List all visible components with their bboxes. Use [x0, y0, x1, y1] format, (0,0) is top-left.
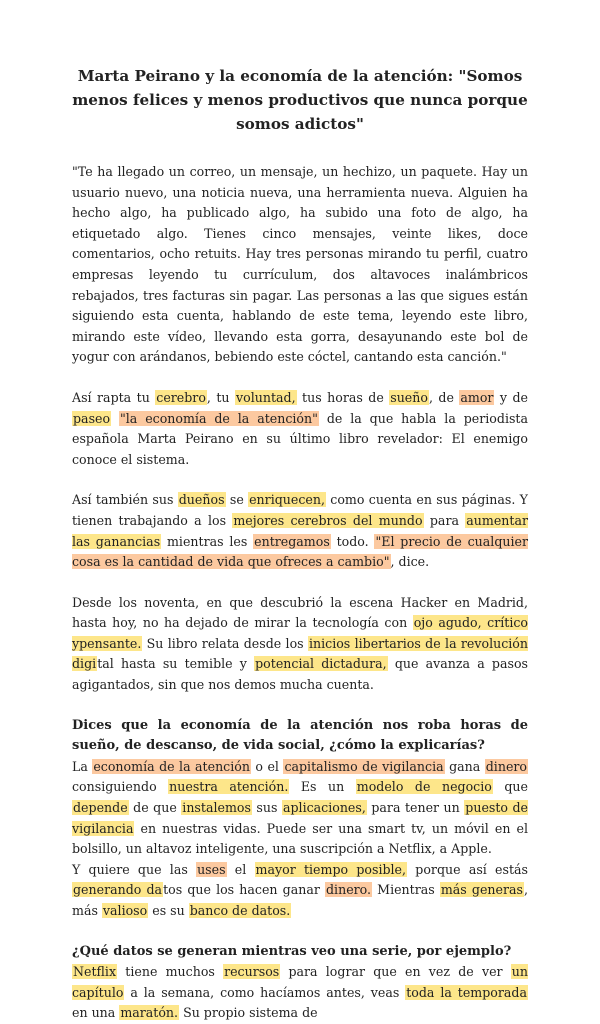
intro-quote-paragraph: "Te ha llegado un correo, un mensaje, un hechizo, un paquete. Hay un usuario nuevo, una noticia nueva, una herramienta nueva. Alguien ha hecho algo, ha publicado algo, ha subido una foto de algo, ha etiquetado algo. Tienes cinco mensajes, veinte likes, doce comentarios, ocho retuits. Hay tres personas mirando tu perfil, cuatro empresas leyendo tu currículum, dos altavoces inalámbricos rebajados, tres facturas sin pagar. Las personas a las que sigues están siguiendo esta cuenta, hablando de este tema, leyendo este libro, mirando este vídeo, llevando esta gorra, desayunando este bol de yogur con arándanos, bebiendo este cóctel, cantando esta canción." [72, 164, 528, 365]
highlight: dueños [178, 492, 225, 508]
text-span: Desde los noventa, en que descubrió la escena Hacker en Madrid, hasta hoy, no ha dejado de mirar la tecnología con [72, 594, 528, 631]
text-span: como cuenta en sus páginas. Y tienen trabajando a los [72, 492, 528, 528]
highlight: más generas [440, 882, 523, 898]
text-span: para [423, 512, 466, 528]
text-span: y de [494, 389, 528, 405]
highlight: ojo agudo, crítico ypensante. [72, 615, 528, 651]
highlight: dinero. [326, 882, 372, 898]
text-span: tos que los hacen ganar [163, 882, 325, 898]
text-span: , de [428, 389, 460, 405]
highlight: amor [460, 389, 494, 405]
text-span: para lograr que en vez de ver [280, 964, 511, 980]
highlight: dinero [485, 758, 528, 774]
highlight: aumentar las ganancias [72, 512, 528, 549]
highlight: sueño [390, 389, 428, 405]
text-span: La [72, 758, 93, 774]
highlight: valioso [102, 903, 148, 918]
text-span: Es un [289, 779, 356, 795]
highlight: "la economía de la atención" [119, 410, 318, 426]
highlight: puesto de vigilancia [72, 800, 529, 836]
text-span: tiene muchos [117, 964, 224, 980]
interview-question-2: ¿Qué datos se generan mientras veo una serie, por ejemplo? [72, 943, 512, 959]
text-span: Así rapta tu [72, 389, 156, 405]
text-span: tal hasta su temible y [97, 656, 255, 672]
paragraph-nineties [72, 593, 528, 696]
text-span: Su propio sistema de [179, 1005, 318, 1021]
highlight: cerebro [156, 389, 206, 405]
text-span: en una [72, 1005, 120, 1021]
answer-1b-paragraph [72, 860, 528, 922]
text-span: Su libro relata desde los [142, 635, 308, 651]
highlight: Netflix [73, 964, 117, 980]
text-span: de que [128, 800, 182, 816]
text-span: , más [72, 882, 528, 918]
highlight: economía de la atención [93, 758, 250, 774]
highlight: recursos [224, 964, 280, 980]
text-span: , dice. [390, 554, 430, 570]
highlight: modelo de negocio [356, 779, 492, 795]
text-span: para tener un [366, 800, 465, 816]
text-span: tus horas de [296, 389, 390, 405]
text-span: gana [444, 758, 485, 774]
text-span: que [492, 779, 528, 795]
text-span: que avanza a pasos agigantados, sin que nos demos mucha cuenta. [72, 656, 528, 693]
text-span: Mientras [372, 882, 440, 898]
text-span: el [226, 861, 255, 877]
text-span: en nuestras vidas. Puede ser una smart tv, un móvil en el bolsillo, un altavoz inteligente, una suscripción a Netflix, a Apple. [72, 820, 528, 857]
highlight: banco de datos. [189, 903, 291, 918]
text-span: todo. [330, 533, 375, 549]
highlight: instalemos [182, 800, 251, 816]
text-span: mientras les [161, 533, 254, 549]
text-span: de la que habla la periodista española Marta Peirano en su último libro revelador: El enemigo conoce el sistema. [72, 410, 528, 467]
text-span: es su [148, 903, 189, 918]
highlight: un capítulo [72, 964, 528, 1000]
text-span: Y quiere que las [72, 861, 197, 877]
text-span: sus [251, 800, 282, 816]
interview-question-1: Dices que la economía de la atención nos roba horas de sueño, de descanso, de vida social, ¿cómo la explicarías? [72, 717, 528, 754]
highlight: maratón. [120, 1005, 179, 1021]
highlight: capitalismo de vigilancia [284, 758, 444, 774]
highlight: nuestra atención. [169, 779, 289, 795]
text-span: se [225, 492, 249, 508]
highlight: mejores cerebros del mundo [233, 512, 423, 528]
article-title: Marta Peirano y la economía de la atención: "Somos menos felices y menos productivos que nunca porque somos adictos" [72, 67, 528, 133]
paragraph-attention-economy [72, 388, 528, 470]
highlight: depende [73, 800, 128, 816]
highlight: paseo [73, 410, 111, 426]
highlight: "El precio de cualquier cosa es la cantidad de vida que ofreces a cambio" [72, 533, 528, 570]
highlight: entregamos [254, 533, 330, 549]
answer-2-paragraph [72, 962, 528, 1024]
text-span: porque así estás [407, 861, 529, 877]
highlight: potencial dictadura, [255, 656, 387, 672]
text-span [111, 411, 119, 426]
highlight: aplicaciones, [282, 800, 366, 816]
highlight: mayor tiempo posible, [255, 861, 407, 877]
text-span: , tu [206, 389, 235, 405]
text-span: consiguiendo [72, 779, 169, 795]
text-span: o el [250, 758, 284, 774]
paragraph-owners [72, 490, 528, 572]
highlight: enriquecen, [249, 492, 325, 508]
highlight: generando da [73, 882, 163, 898]
highlight: voluntad, [236, 389, 296, 405]
highlight: toda la temporada [406, 984, 527, 1000]
answer-1-paragraph [72, 757, 528, 860]
text-span: a la semana, como hacíamos antes, veas [124, 984, 406, 1000]
text-span: Así también sus [72, 492, 178, 508]
highlight: uses [197, 861, 226, 877]
highlight: inicios libertarios de la revolución digi [72, 635, 528, 672]
